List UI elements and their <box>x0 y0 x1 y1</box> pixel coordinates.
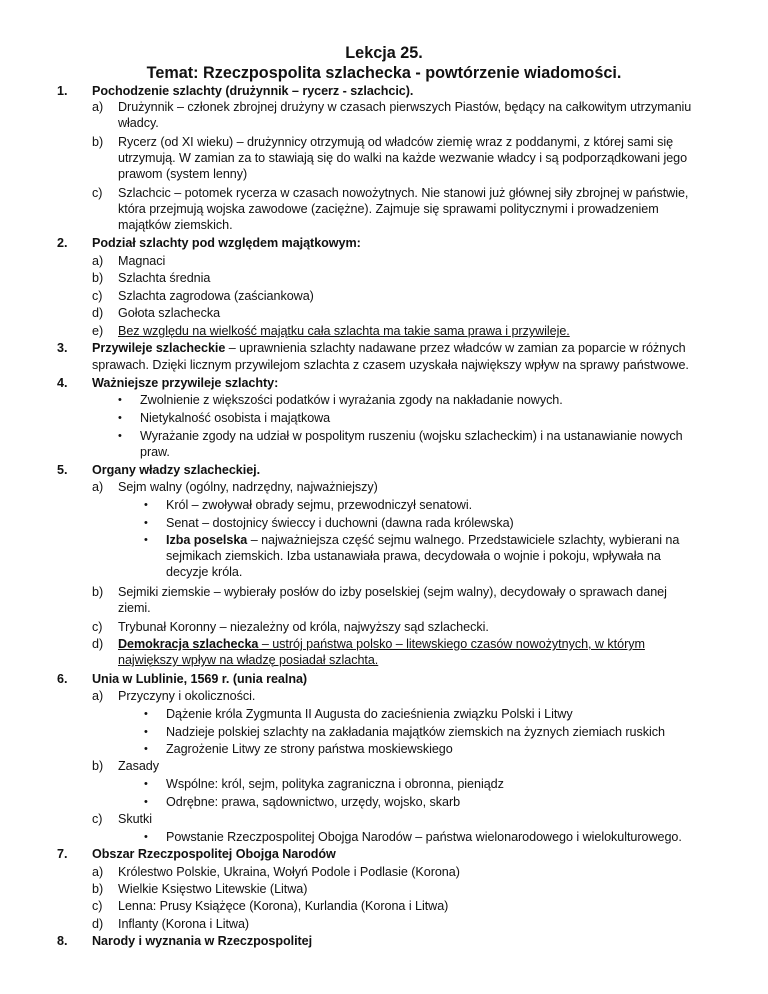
section-7-number: 7. <box>57 847 68 861</box>
section-1-a-line-2: władcy. <box>118 116 159 130</box>
bullet-icon: • <box>144 534 148 546</box>
section-1-a-label: a) <box>92 100 104 114</box>
lesson-title: Lekcja 25. <box>345 44 423 62</box>
section-1-title: Pochodzenie szlachty (drużynnik – rycerz - szlachcic). <box>92 84 414 98</box>
section-6-c: Skutki <box>118 812 152 826</box>
section-1-b-line-1: Rycerz (od XI wieku) – drużynnicy otrzymują od władców ziemię wraz z poddanymi, z której sami się <box>118 135 674 149</box>
section-5-izba-term: Izba poselska <box>166 533 248 547</box>
section-5-krol: Król – zwoływał obrady sejmu, przewodniczył senatowi. <box>166 498 473 512</box>
section-1-number: 1. <box>57 84 68 98</box>
section-6-number: 6. <box>57 672 68 686</box>
section-6-a-item-2: Nadzieje polskiej szlachty na zakładania majątków ziemskich na żyznych ziemiach ruskich <box>166 725 665 739</box>
section-5-b-label: b) <box>92 585 104 599</box>
bullet-icon: • <box>118 430 122 442</box>
section-2-title: Podział szlachty pod względem majątkowym: <box>92 236 361 250</box>
section-7-c: Lenna: Prusy Książęce (Korona), Kurlandia (Korona i Litwa) <box>118 899 449 913</box>
section-6-b: Zasady <box>118 759 159 773</box>
section-2-b-label: b) <box>92 271 104 285</box>
section-4-item-2: Nietykalność osobista i majątkowa <box>140 411 331 425</box>
section-2-d-label: d) <box>92 306 104 320</box>
section-2-a: Magnaci <box>118 254 166 268</box>
section-5-number: 5. <box>57 463 68 477</box>
section-6-a: Przyczyny i okoliczności. <box>118 689 256 703</box>
section-5-d-term: Demokracja szlachecka <box>118 637 259 651</box>
section-4-number: 4. <box>57 376 68 390</box>
section-1-c-line-2: która przejmują wojska zawodowe (zaciężne). Zajmuje się sprawami politycznymi i prowadzeniem <box>118 202 659 216</box>
section-5-b-line-2: ziemi. <box>118 601 151 615</box>
section-3-term: Przywileje szlacheckie <box>92 341 226 355</box>
section-1-c-line-3: majątków ziemskich. <box>118 218 233 232</box>
section-5-a: Sejm walny (ogólny, nadrzędny, najważniejszy) <box>118 480 378 494</box>
section-6-a-item-1: Dążenie króla Zygmunta II Augusta do zacieśnienia związku Polski i Litwy <box>166 707 573 721</box>
bullet-icon: • <box>144 726 148 738</box>
section-2-e: Bez względu na wielkość majątku cała szlachta ma takie sama prawa i przywileje. <box>118 324 570 338</box>
section-5-d-definition: – ustrój państwa polsko – litewskiego czasów nowożytnych, w którym <box>258 637 645 651</box>
section-6-b-item-2: Odrębne: prawa, sądownictwo, urzędy, wojsko, skarb <box>166 795 461 809</box>
section-5-d-line-1 <box>118 636 645 652</box>
section-3-line-1 <box>92 340 686 356</box>
section-1-c-line-1: Szlachcic – potomek rycerza w czasach nowożytnych. Nie stanowi już głównej siły zbrojnej w państwie, <box>118 186 689 200</box>
section-4-item-1: Zwolnienie z większości podatków i wyrażania zgody na nakładanie nowych. <box>140 393 563 407</box>
bullet-icon: • <box>144 796 148 808</box>
bullet-icon: • <box>144 708 148 720</box>
section-5-a-label: a) <box>92 480 104 494</box>
section-5-d-line-2: największy wpływ na władzę posiadał szlachta. <box>118 653 379 667</box>
section-5-c: Trybunał Koronny – niezależny od króla, najwyższy sąd szlachecki. <box>118 620 489 634</box>
bullet-icon: • <box>144 831 148 843</box>
section-8-title: Narody i wyznania w Rzeczpospolitej <box>92 934 313 948</box>
section-4-item-3-line-2: praw. <box>140 445 170 459</box>
section-5-d-label: d) <box>92 637 104 651</box>
section-5-b-line-1: Sejmiki ziemskie – wybierały posłów do izby poselskiej (sejm walny), decydowały o sprawach danej <box>118 585 667 599</box>
section-7-d: Inflanty (Korona i Litwa) <box>118 917 250 931</box>
section-1-b-label: b) <box>92 135 104 149</box>
section-5-izba-line-2: sejmikach ziemskich. Izba ustanawiała prawa, decydowała o wojnie i pokoju, wpływała na <box>166 549 661 563</box>
section-6-title: Unia w Lublinie, 1569 r. (unia realna) <box>92 672 308 686</box>
bullet-icon: • <box>144 517 148 529</box>
section-6-c-item-1: Powstanie Rzeczpospolitej Obojga Narodów – państwa wielonarodowego i wielokulturowego. <box>166 830 682 844</box>
section-3-line-2: sprawach. Dzięki licznym przywilejom szlachta z czasem uzyskała największy wpływ na sprawy państwowe. <box>92 358 689 372</box>
bullet-icon: • <box>144 499 148 511</box>
section-7-a: Królestwo Polskie, Ukraina, Wołyń Podole i Podlasie (Korona) <box>118 865 460 879</box>
section-6-b-label: b) <box>92 759 104 773</box>
section-2-e-label: e) <box>92 324 104 338</box>
topic-title: Temat: Rzeczpospolita szlachecka - powtórzenie wiadomości. <box>146 64 622 82</box>
section-6-a-item-3: Zagrożenie Litwy ze strony państwa moskiewskiego <box>166 742 453 756</box>
section-6-b-item-1: Wspólne: król, sejm, polityka zagraniczna i obronna, pieniądz <box>166 777 504 791</box>
section-6-c-label: c) <box>92 812 103 826</box>
section-1-a-line-1: Drużynnik – członek zbrojnej drużyny w czasach pierwszych Piastów, będący na całkowitym utrzymaniu <box>118 100 692 114</box>
section-2-c: Szlachta zagrodowa (zaściankowa) <box>118 289 314 303</box>
section-8-number: 8. <box>57 934 68 948</box>
section-5-izba-definition: – najważniejsza część sejmu walnego. Przedstawiciele szlachty, wybierani na <box>247 533 680 547</box>
section-7-title: Obszar Rzeczpospolitej Obojga Narodów <box>92 847 336 861</box>
section-7-c-label: c) <box>92 899 103 913</box>
section-7-a-label: a) <box>92 865 104 879</box>
bullet-icon: • <box>144 778 148 790</box>
section-1-c-label: c) <box>92 186 103 200</box>
bullet-icon: • <box>118 394 122 406</box>
section-6-a-label: a) <box>92 689 104 703</box>
section-3-number: 3. <box>57 341 68 355</box>
section-1-b-line-3: prawom (system lenny) <box>118 167 248 181</box>
section-5-izba-line-3: decyzje króla. <box>166 565 243 579</box>
bullet-icon: • <box>118 412 122 424</box>
section-4-item-3-line-1: Wyrażanie zgody na udział w pospolitym ruszeniu (wojsku szlacheckim) i na ustanawianie nowych <box>140 429 683 443</box>
section-2-number: 2. <box>57 236 68 250</box>
section-1-b-line-2: utrzymują. W zamian za to stawiają się do walki na każde wezwanie władcy i są podporządkowani jego <box>118 151 688 165</box>
section-5-izba-line-1 <box>166 532 679 548</box>
section-5-senat: Senat – dostojnicy świeccy i duchowni (dawna rada królewska) <box>166 516 514 530</box>
section-5-title: Organy władzy szlacheckiej. <box>92 463 261 477</box>
bullet-icon: • <box>144 743 148 755</box>
section-7-b-label: b) <box>92 882 104 896</box>
section-5-c-label: c) <box>92 620 103 634</box>
section-2-b: Szlachta średnia <box>118 271 211 285</box>
section-2-a-label: a) <box>92 254 104 268</box>
section-7-d-label: d) <box>92 917 104 931</box>
section-4-title: Ważniejsze przywileje szlachty: <box>92 376 279 390</box>
section-2-d: Gołota szlachecka <box>118 306 221 320</box>
section-3-definition: – uprawnienia szlachty nadawane przez władców w zamian za poparcie w różnych <box>225 341 686 355</box>
section-2-c-label: c) <box>92 289 103 303</box>
section-7-b: Wielkie Księstwo Litewskie (Litwa) <box>118 882 308 896</box>
